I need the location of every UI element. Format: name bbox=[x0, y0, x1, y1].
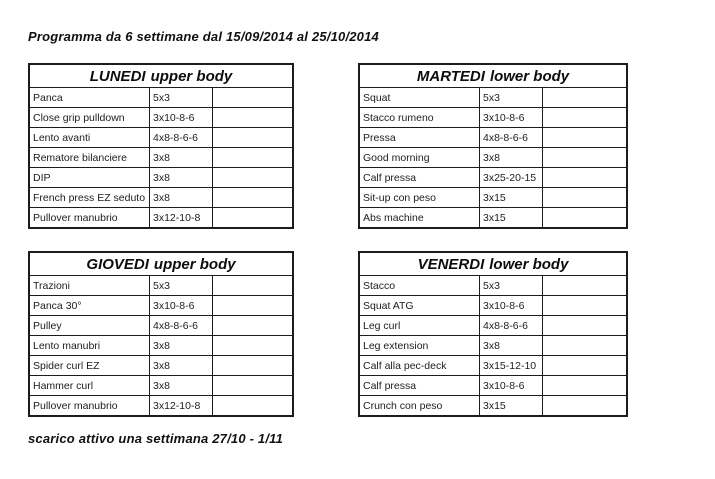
notes-cell bbox=[542, 168, 626, 187]
sets-cell: 4x8-8-6-6 bbox=[149, 316, 212, 335]
table-row bbox=[30, 167, 292, 187]
notes-cell bbox=[212, 336, 292, 355]
body-part: upper body bbox=[150, 67, 233, 85]
table-row bbox=[360, 127, 626, 147]
table-title bbox=[360, 65, 626, 87]
sets-cell: 5x3 bbox=[479, 88, 542, 107]
notes-cell bbox=[542, 108, 626, 127]
exercise-cell: Good morning bbox=[363, 151, 430, 164]
program-title: Programma da 6 settimane dal 15/09/2014 al 25/10/2014 bbox=[28, 29, 379, 44]
day-name: GIOVEDI bbox=[86, 255, 149, 273]
day-name: VENERDI bbox=[417, 255, 485, 273]
table-row bbox=[30, 127, 292, 147]
sets-cell: 3x8 bbox=[479, 336, 542, 355]
notes-cell bbox=[542, 88, 626, 107]
notes-cell bbox=[542, 356, 626, 375]
table-row bbox=[360, 355, 626, 375]
exercise-cell: Stacco rumeno bbox=[363, 111, 434, 124]
exercise-cell: French press EZ seduto bbox=[33, 191, 146, 204]
sets-cell: 3x15 bbox=[479, 208, 542, 227]
exercise-cell: Rematore bilanciere bbox=[33, 151, 127, 164]
sets-cell: 3x10-8-6 bbox=[149, 296, 212, 315]
notes-cell bbox=[212, 188, 292, 207]
exercise-cell: Calf alla pec-deck bbox=[363, 359, 447, 372]
exercise-cell: Squat ATG bbox=[363, 299, 414, 312]
day-name: LUNEDI bbox=[89, 67, 146, 85]
sets-cell: 4x8-8-6-6 bbox=[479, 316, 542, 335]
sets-cell: 5x3 bbox=[479, 276, 542, 295]
notes-cell bbox=[212, 128, 292, 147]
exercise-cell: Spider curl EZ bbox=[33, 359, 100, 372]
exercise-cell: Pullover manubrio bbox=[33, 211, 118, 224]
body-part: upper body bbox=[153, 255, 236, 273]
table-row bbox=[30, 375, 292, 395]
notes-cell bbox=[212, 88, 292, 107]
notes-cell bbox=[542, 396, 626, 415]
table-row bbox=[360, 395, 626, 415]
sets-cell: 3x15-12-10 bbox=[479, 356, 542, 375]
table-row bbox=[30, 147, 292, 167]
workout-table-venerdi bbox=[358, 251, 628, 417]
day-name: MARTEDI bbox=[416, 67, 485, 85]
table-row bbox=[30, 107, 292, 127]
sets-cell: 5x3 bbox=[149, 88, 212, 107]
table-title bbox=[30, 65, 292, 87]
exercise-cell: Pullover manubrio bbox=[33, 399, 118, 412]
sets-cell: 3x8 bbox=[149, 168, 212, 187]
sets-cell: 3x10-8-6 bbox=[149, 108, 212, 127]
exercise-cell: Calf pressa bbox=[363, 379, 417, 392]
sets-cell: 3x10-8-6 bbox=[479, 296, 542, 315]
workout-table-lunedi bbox=[28, 63, 294, 229]
table-row bbox=[360, 315, 626, 335]
exercise-cell: Abs machine bbox=[363, 211, 424, 224]
sets-cell: 3x8 bbox=[149, 356, 212, 375]
exercise-cell: Calf pressa bbox=[363, 171, 417, 184]
notes-cell bbox=[212, 316, 292, 335]
sets-cell: 3x8 bbox=[149, 188, 212, 207]
table-row bbox=[30, 395, 292, 415]
sets-cell: 3x8 bbox=[149, 336, 212, 355]
sets-cell: 5x3 bbox=[149, 276, 212, 295]
sets-cell: 3x25-20-15 bbox=[479, 168, 542, 187]
notes-cell bbox=[212, 148, 292, 167]
body-part: lower body bbox=[489, 255, 569, 273]
sets-cell: 4x8-8-6-6 bbox=[149, 128, 212, 147]
table-row bbox=[30, 187, 292, 207]
sets-cell: 3x12-10-8 bbox=[149, 208, 212, 227]
sets-cell: 3x8 bbox=[149, 148, 212, 167]
table-row bbox=[30, 87, 292, 107]
sets-cell: 4x8-8-6-6 bbox=[479, 128, 542, 147]
exercise-cell: Crunch con peso bbox=[363, 399, 443, 412]
exercise-cell: Pulley bbox=[33, 319, 62, 332]
exercise-cell: Panca bbox=[33, 91, 63, 104]
notes-cell bbox=[542, 148, 626, 167]
sets-cell: 3x12-10-8 bbox=[149, 396, 212, 415]
notes-cell bbox=[542, 376, 626, 395]
program-footer-note: scarico attivo una settimana 27/10 - 1/11 bbox=[28, 431, 284, 446]
table-row bbox=[360, 87, 626, 107]
exercise-cell: Close grip pulldown bbox=[33, 111, 125, 124]
exercise-cell: Squat bbox=[363, 91, 391, 104]
exercise-cell: Pressa bbox=[363, 131, 396, 144]
exercise-cell: Sit-up con peso bbox=[363, 191, 436, 204]
notes-cell bbox=[542, 336, 626, 355]
exercise-cell: DIP bbox=[33, 171, 51, 184]
sets-cell: 3x8 bbox=[149, 376, 212, 395]
sets-cell: 3x8 bbox=[479, 148, 542, 167]
table-row bbox=[360, 167, 626, 187]
exercise-cell: Lento avanti bbox=[33, 131, 91, 144]
workout-table-giovedi bbox=[28, 251, 294, 417]
body-part: lower body bbox=[489, 67, 570, 85]
table-row bbox=[360, 107, 626, 127]
table-row bbox=[30, 355, 292, 375]
table-title bbox=[360, 253, 626, 275]
notes-cell bbox=[212, 356, 292, 375]
notes-cell bbox=[212, 296, 292, 315]
notes-cell bbox=[542, 188, 626, 207]
exercise-cell: Lento manubri bbox=[33, 339, 101, 352]
table-row bbox=[360, 375, 626, 395]
notes-cell bbox=[212, 376, 292, 395]
table-row bbox=[360, 187, 626, 207]
exercise-cell: Leg extension bbox=[363, 339, 429, 352]
table-row bbox=[30, 295, 292, 315]
table-row bbox=[360, 207, 626, 227]
table-row bbox=[30, 275, 292, 295]
sets-cell: 3x10-8-6 bbox=[479, 376, 542, 395]
notes-cell bbox=[212, 208, 292, 227]
notes-cell bbox=[542, 208, 626, 227]
notes-cell bbox=[212, 396, 292, 415]
notes-cell bbox=[542, 276, 626, 295]
table-row bbox=[360, 335, 626, 355]
table-row bbox=[30, 207, 292, 227]
sets-cell: 3x10-8-6 bbox=[479, 108, 542, 127]
table-row bbox=[360, 147, 626, 167]
sets-cell: 3x15 bbox=[479, 188, 542, 207]
notes-cell bbox=[542, 128, 626, 147]
table-row bbox=[360, 295, 626, 315]
exercise-cell: Hammer curl bbox=[33, 379, 94, 392]
notes-cell bbox=[542, 316, 626, 335]
sets-cell: 3x15 bbox=[479, 396, 542, 415]
exercise-cell: Leg curl bbox=[363, 319, 401, 332]
table-title bbox=[30, 253, 292, 275]
notes-cell bbox=[542, 296, 626, 315]
notes-cell bbox=[212, 168, 292, 187]
table-row bbox=[30, 335, 292, 355]
table-row bbox=[360, 275, 626, 295]
exercise-cell: Stacco bbox=[363, 279, 396, 292]
exercise-cell: Panca 30° bbox=[33, 299, 82, 312]
table-row bbox=[30, 315, 292, 335]
exercise-cell: Trazioni bbox=[33, 279, 70, 292]
workout-table-martedi bbox=[358, 63, 628, 229]
notes-cell bbox=[212, 108, 292, 127]
notes-cell bbox=[212, 276, 292, 295]
